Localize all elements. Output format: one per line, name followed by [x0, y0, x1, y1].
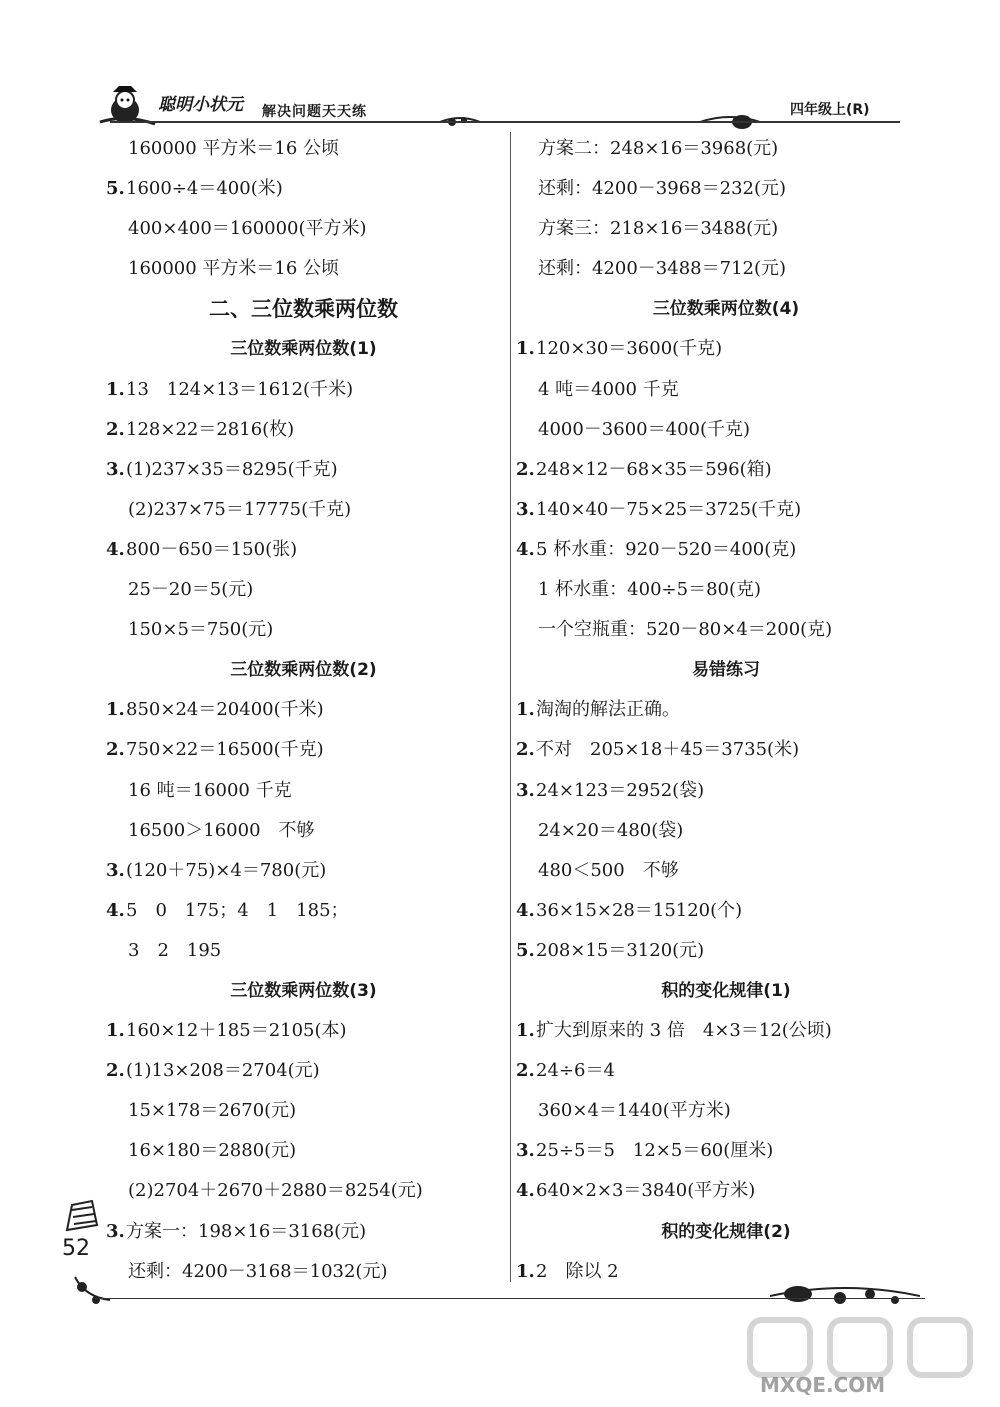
answer-text: 13 124×13＝1612(千米): [126, 378, 354, 400]
answer-item: [106, 370, 501, 410]
item-number: 3.: [516, 498, 535, 520]
header-rule: [110, 121, 900, 123]
answer-item: [106, 1051, 501, 1091]
answer-item: [106, 851, 501, 891]
answer-text: 25÷5＝5 12×5＝60(厘米): [536, 1140, 774, 1162]
item-number: 1.: [516, 699, 535, 721]
item-number: 2.: [106, 1060, 125, 1082]
answer-item: [106, 730, 501, 770]
answer-text: (1)237×35＝8295(千克): [126, 458, 338, 480]
answer-text: 140×40－75×25＝3725(千克): [536, 498, 802, 520]
subsection-heading: 易错练习: [692, 660, 760, 681]
answer-item: [516, 490, 936, 530]
answer-item: [106, 1011, 501, 1051]
answer-line: 还剩：4200－3968＝232(元): [538, 178, 787, 200]
answer-line: 16500＞16000 不够: [128, 819, 315, 841]
vine-decoration-icon: [70, 1272, 115, 1312]
answer-text: 208×15＝3120(元): [536, 939, 705, 961]
answer-line: 16×180＝2880(元): [128, 1140, 297, 1162]
answer-text: 1600÷4＝400(米): [126, 178, 283, 200]
answer-line: 4000－3600＝400(千克): [538, 418, 751, 440]
answer-line: 480＜500 不够: [538, 859, 679, 881]
answer-text: 5 0 175；4 1 185；: [126, 899, 349, 921]
answer-text: (120＋75)×4＝780(元): [126, 859, 327, 881]
answer-item: [106, 690, 501, 730]
answer-item: [516, 450, 936, 490]
column-divider: [510, 132, 511, 1282]
item-number: 5.: [516, 939, 535, 961]
answer-item: [516, 931, 936, 971]
answer-line: 还剩：4200－3488＝712(元): [538, 258, 787, 280]
item-number: 3.: [106, 1220, 125, 1242]
subsection-heading: 三位数乘两位数(2): [230, 660, 377, 681]
answer-item: [106, 169, 501, 209]
answer-text: 24×123＝2952(袋): [536, 779, 705, 801]
answer-text: 方案一：198×16＝3168(元): [126, 1220, 367, 1242]
answer-line: 25－20＝5(元): [128, 579, 254, 601]
left-answer-column: [106, 129, 501, 1292]
answer-text: 淘淘的解法正确。: [536, 699, 680, 721]
item-number: 2.: [106, 739, 125, 761]
item-number: 3.: [516, 779, 535, 801]
item-number: 1.: [106, 699, 125, 721]
item-number: 3.: [516, 1140, 535, 1162]
answer-text: 640×2×3＝3840(平方米): [536, 1180, 756, 1202]
answer-text: (1)13×208＝2704(元): [126, 1060, 320, 1082]
answer-text: 160×12＋185＝2105(本): [126, 1020, 347, 1042]
answer-item: [516, 329, 936, 369]
grade-label: 四年级上(R): [790, 102, 870, 118]
item-number: 2.: [516, 458, 535, 480]
answer-line: 还剩：4200－3168＝1032(元): [128, 1260, 388, 1282]
answer-line: 3 2 195: [128, 939, 222, 961]
answer-item: [516, 530, 936, 570]
answer-line: 16 吨＝16000 千克: [128, 779, 292, 801]
page-header: [0, 0, 1000, 140]
answer-text: 不对 205×18＋45＝3735(米): [536, 739, 800, 761]
answer-item: [516, 690, 936, 730]
answer-text: 850×24＝20400(千米): [126, 699, 324, 721]
answer-text: 120×30＝3600(千克): [536, 338, 723, 360]
series-title: 解决问题天天练: [262, 104, 367, 120]
answer-line: 一个空瓶重：520－80×4＝200(克): [538, 619, 833, 641]
answer-line: 15×178＝2670(元): [128, 1100, 297, 1122]
subsection-heading: 三位数乘两位数(4): [652, 299, 800, 320]
item-number: 4.: [106, 538, 125, 560]
subsection-heading: 三位数乘两位数(1): [230, 339, 377, 360]
item-number: 2.: [516, 1060, 535, 1082]
answer-text: 2 除以 2: [536, 1260, 619, 1282]
right-answer-column: [516, 129, 936, 1292]
answer-line: 160000 平方米＝16 公顷: [128, 138, 340, 159]
answer-line: 24×20＝480(袋): [538, 819, 684, 841]
answer-item: [516, 730, 936, 770]
answer-item: [106, 530, 501, 570]
item-number: 4.: [106, 899, 125, 921]
item-number: 1.: [516, 1260, 535, 1282]
answer-text: 750×22＝16500(千克): [126, 739, 324, 761]
brand-name: 聪明小状元: [158, 95, 243, 115]
answer-text: 248×12－68×35＝596(箱): [536, 458, 772, 480]
subsection-heading: 积的变化规律(1): [661, 980, 791, 1001]
answer-item: [516, 1051, 936, 1091]
answer-line: (2)237×75＝17775(千克): [128, 498, 352, 520]
answer-line: 方案二：248×16＝3968(元): [538, 138, 779, 159]
answer-line: 4 吨＝4000 千克: [538, 378, 679, 400]
page-corner-ornament-icon: [62, 1195, 102, 1235]
answer-line: 160000 平方米＝16 公顷: [128, 258, 340, 280]
answer-text: 128×22＝2816(枚): [126, 418, 295, 440]
item-number: 1.: [516, 338, 535, 360]
answer-line: 360×4＝1440(平方米): [538, 1100, 731, 1122]
answer-line: (2)2704＋2670＋2880＝8254(元): [128, 1180, 423, 1202]
item-number: 4.: [516, 899, 535, 921]
answer-text: 36×15×28＝15120(个): [536, 899, 743, 921]
answer-item: [516, 1011, 936, 1051]
answer-line: 1 杯水重：400÷5＝80(克): [538, 579, 762, 601]
answer-line: 方案三：218×16＝3488(元): [538, 218, 779, 240]
item-number: 1.: [106, 378, 125, 400]
item-number: 2.: [106, 418, 125, 440]
answer-text: 24÷6＝4: [536, 1060, 615, 1082]
answer-text: 5 杯水重：920－520＝400(克): [536, 538, 797, 560]
subsection-heading: 三位数乘两位数(3): [230, 980, 377, 1001]
item-number: 4.: [516, 538, 535, 560]
watermark-text: MXQE.COM: [760, 1373, 886, 1397]
answer-item: [516, 771, 936, 811]
page-number: 52: [62, 1236, 90, 1261]
item-number: 4.: [516, 1180, 535, 1202]
answer-item: [106, 450, 501, 490]
vine-decoration-icon: [770, 1278, 920, 1314]
answer-item: [106, 410, 501, 450]
answer-item: [516, 1171, 936, 1211]
answer-item: [516, 1131, 936, 1171]
subsection-heading: 积的变化规律(2): [661, 1221, 791, 1242]
item-number: 2.: [516, 739, 535, 761]
answer-text: 800－650＝150(张): [126, 538, 298, 560]
item-number: 3.: [106, 458, 125, 480]
answer-item: [106, 1212, 501, 1252]
answer-text: 扩大到原来的 3 倍 4×3＝12(公顷): [536, 1020, 832, 1042]
item-number: 3.: [106, 859, 125, 881]
item-number: 5.: [106, 178, 125, 200]
item-number: 1.: [516, 1020, 535, 1042]
answer-line: 150×5＝750(元): [128, 619, 274, 641]
answer-item: [516, 891, 936, 931]
footer-rule: [95, 1298, 925, 1299]
answer-item: [106, 891, 501, 931]
answer-line: 400×400＝160000(平方米): [128, 218, 367, 240]
item-number: 1.: [106, 1020, 125, 1042]
section-heading: 二、三位数乘两位数: [209, 297, 398, 322]
